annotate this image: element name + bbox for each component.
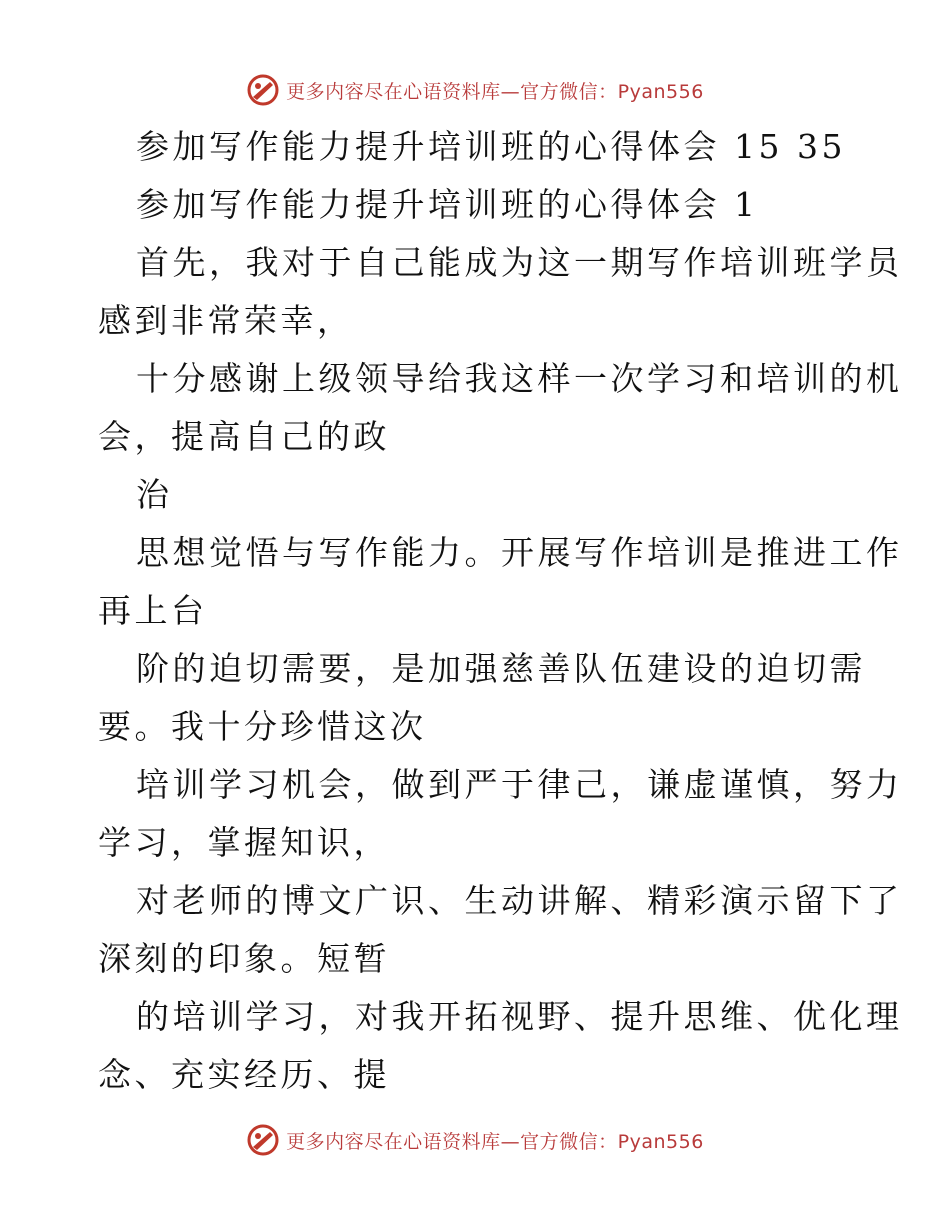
header-banner [0, 70, 950, 110]
text-line: 对老师的博文广识、生动讲解、精彩演示留下了 [136, 881, 903, 920]
document-body [98, 118, 903, 1104]
text-line: 学习，掌握知识， [98, 823, 390, 862]
brand-logo-icon [246, 1123, 280, 1157]
text-line: 再上台 [98, 591, 208, 630]
footer-banner [0, 1120, 950, 1160]
text-line: 的培训学习，对我开拓视野、提升思维、优化理 [136, 997, 903, 1036]
text-line: 首先，我对于自己能成为这一期写作培训班学员 [136, 243, 903, 282]
text-line: 会，提高自己的政 [98, 417, 390, 456]
text-line: 感到非常荣幸， [98, 301, 354, 340]
header-banner-text: 更多内容尽在心语资料库—官方微信：Pyan556 [286, 80, 704, 103]
text-line: 参加写作能力提升培训班的心得体会 15 35 [136, 127, 846, 166]
text-line: 深刻的印象。短暂 [98, 939, 390, 978]
text-line: 阶的迫切需要，是加强慈善队伍建设的迫切需 [136, 649, 866, 688]
text-line: 思想觉悟与写作能力。开展写作培训是推进工作 [136, 533, 903, 572]
footer-banner-text: 更多内容尽在心语资料库—官方微信：Pyan556 [286, 1130, 704, 1153]
text-line: 治 [136, 475, 173, 514]
text-line: 培训学习机会，做到严于律己，谦虚谨慎，努力 [136, 765, 903, 804]
text-line: 参加写作能力提升培训班的心得体会 1 [136, 185, 759, 224]
text-line: 念、充实经历、提 [98, 1055, 390, 1094]
brand-logo-icon [246, 73, 280, 107]
text-line: 十分感谢上级领导给我这样一次学习和培训的机 [136, 359, 903, 398]
text-line: 要。我十分珍惜这次 [98, 707, 427, 746]
